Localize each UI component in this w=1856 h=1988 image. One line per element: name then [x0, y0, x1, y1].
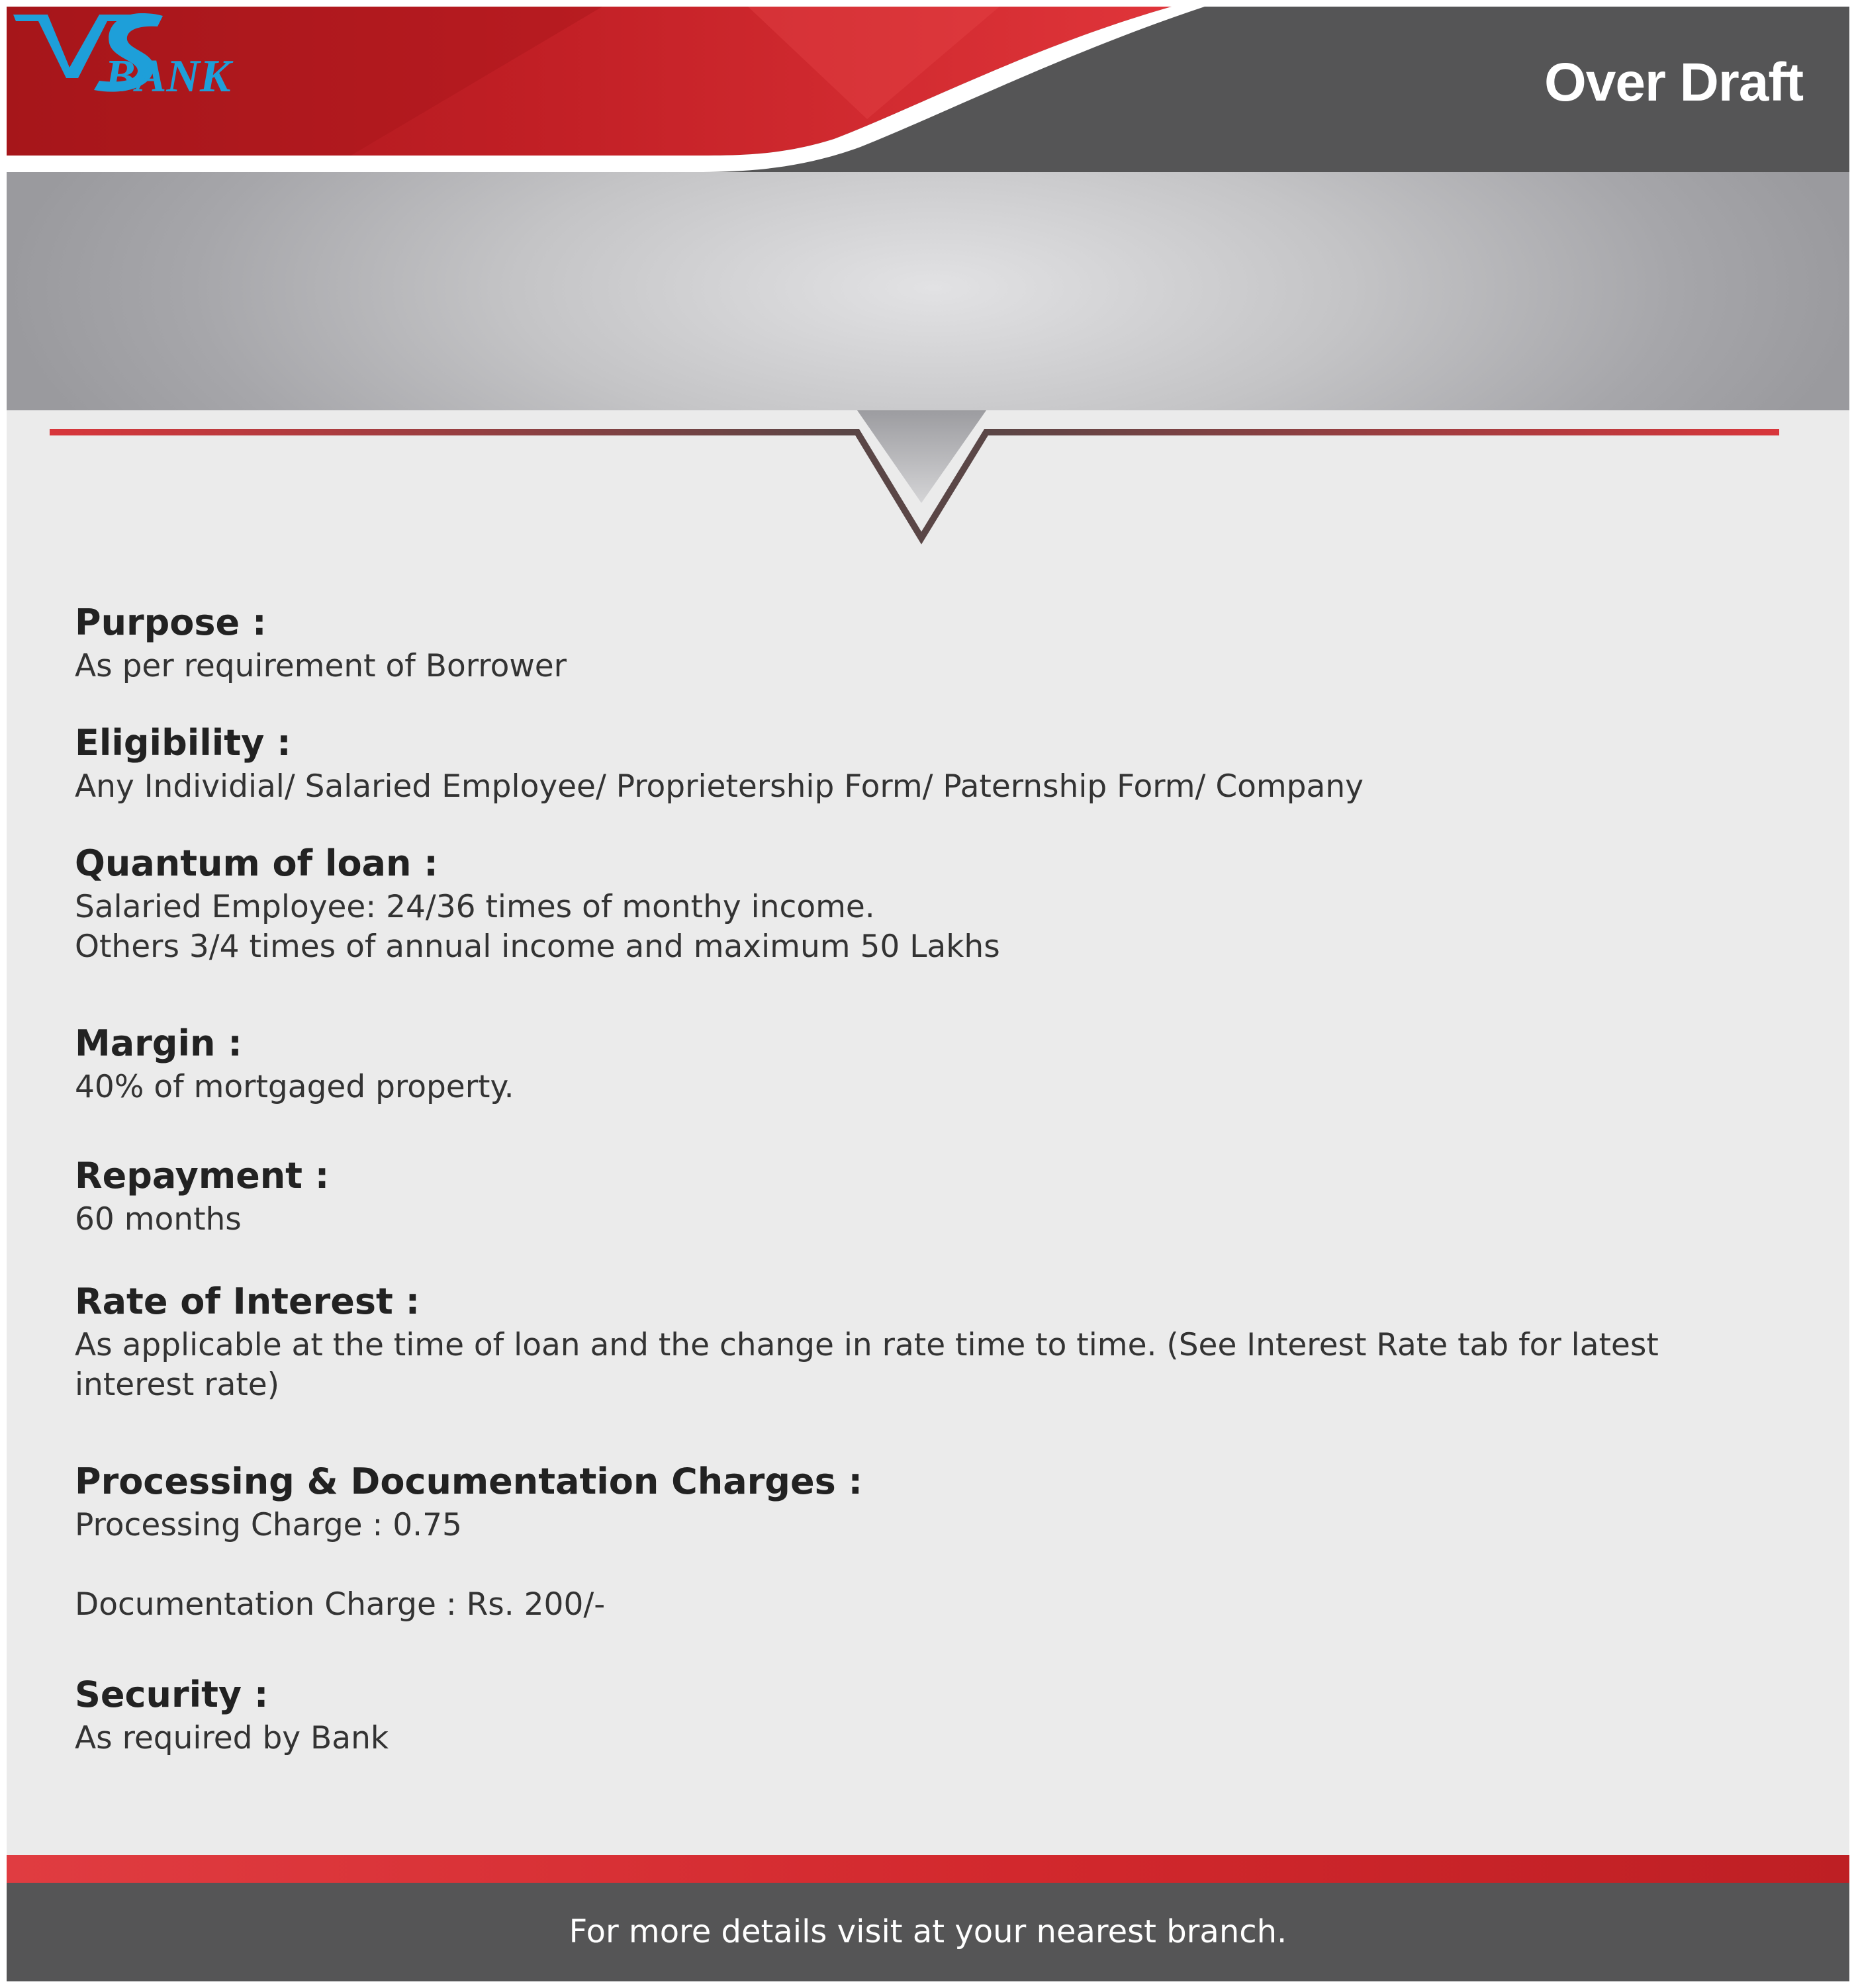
footer-red-strip	[7, 1855, 1849, 1883]
section-repayment	[75, 1152, 1796, 1240]
section-quantum	[75, 840, 1796, 967]
banner-image-area	[7, 172, 1849, 410]
section-text: Documentation Charge : Rs. 200/-	[75, 1586, 606, 1623]
section-margin	[75, 1020, 1796, 1107]
section-heading: Eligibility :	[75, 722, 291, 764]
content	[75, 599, 1796, 1758]
section-heading: Quantum of loan :	[75, 842, 438, 884]
section-text: Any Individial/ Salaried Employee/ Proprietership Form/ Paternship Form/ Company	[75, 768, 1364, 805]
section-text: 40% of mortgaged property.	[75, 1069, 514, 1105]
section-text: As per requirement of Borrower	[75, 648, 567, 684]
page-title: Over Draft	[1544, 52, 1803, 113]
section-text: 60 months	[75, 1201, 242, 1238]
section-eligibility	[75, 719, 1796, 807]
product-card	[7, 7, 1849, 1981]
section-heading: Security :	[75, 1674, 269, 1715]
section-heading: Repayment :	[75, 1155, 330, 1197]
section-charges	[75, 1458, 1796, 1625]
section-text: Processing Charge : 0.75	[75, 1507, 462, 1543]
header	[7, 7, 1849, 172]
chevron-divider	[7, 410, 1849, 556]
section-text: Salaried Employee: 24/36 times of monthy income.	[75, 889, 875, 925]
section-rate-of-interest	[75, 1278, 1796, 1405]
section-text: As required by Bank	[75, 1720, 389, 1756]
section-heading: Rate of Interest :	[75, 1281, 420, 1322]
section-heading: Processing & Documentation Charges :	[75, 1461, 863, 1502]
section-text: interest rate)	[75, 1367, 280, 1403]
logo-text: BANK	[105, 51, 231, 102]
section-heading: Purpose :	[75, 602, 267, 643]
bank-logo[interactable]	[7, 7, 258, 106]
section-text: As applicable at the time of loan and the change in rate time to time. (See Interest Rate tab for latest	[75, 1327, 1659, 1363]
section-purpose	[75, 599, 1796, 686]
section-heading: Margin :	[75, 1022, 242, 1064]
section-security	[75, 1671, 1796, 1758]
footer: For more details visit at your nearest branch.	[7, 1883, 1849, 1981]
section-text: Others 3/4 times of annual income and maximum 50 Lakhs	[75, 928, 1000, 965]
